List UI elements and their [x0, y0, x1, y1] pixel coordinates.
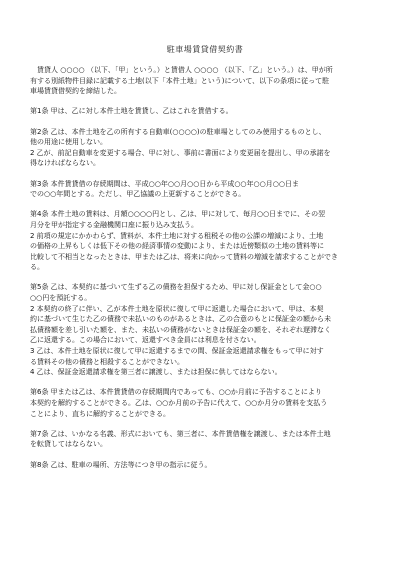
paragraph-line: 3 乙は、本件土地を原状に復して甲に返還するまでの間、保証金返還請求権をもって甲に対す — [30, 347, 324, 356]
article-paragraph — [30, 429, 380, 450]
article-paragraph — [30, 460, 380, 471]
paragraph-line: 乙に返還する。この場合において、返還すべき金員には利息を付さない。 — [30, 336, 261, 345]
paragraph-line: 第4条 本件土地の賃料は、月額○○○○円とし、乙は、甲に対して、毎月○○日までに、その翌 — [30, 210, 326, 219]
paragraph-line: 2 本契約の終了に伴い、乙が本件土地を原状に復して甲に返還した場合において、甲は、本契 — [30, 304, 324, 313]
article-paragraph — [30, 179, 380, 200]
article-paragraph — [30, 282, 380, 377]
paragraph-line: 本契約を解約することができる。乙は、○○か月前の予告に代えて、○○か月分の賃料を支払う — [30, 399, 328, 407]
paragraph-line: る。 — [30, 263, 44, 272]
article-paragraph — [30, 106, 380, 117]
paragraph-line: ことにより、直ちに解約することができる。 — [30, 409, 170, 418]
paragraph-line: 2 前項の規定にかかわらず、賃料が、本件土地に対する租税その他の公課の増減により、土地 — [30, 231, 324, 240]
paragraph-line: 有する別紙物件目録に記載する土地(以下「本件土地」という)について、以下の条項に従って駐 — [30, 76, 330, 85]
article-paragraph — [30, 387, 380, 419]
paragraph-line: 第6条 甲または乙は、本件賃貸借の存続期間内であっても、○○か月前に予告することにより — [30, 388, 322, 397]
article-paragraph — [30, 65, 380, 97]
paragraph-line: 4 乙は、保証金返還請求権を第三者に譲渡し、または担保に供してはならない。 — [30, 368, 282, 377]
paragraph-line: 払債務額を差し引いた額を、また、未払いの債務がないときは保証金の額を、それぞれ遅滞なく — [30, 325, 331, 334]
paragraph-line: 第2条 乙は、本件土地を乙の所有する自動車(○○○○)の駐車場としてのみ使用するものとし、 — [30, 127, 326, 136]
document-body — [30, 65, 380, 470]
document-title: 駐車場賃貸借契約書 — [166, 45, 244, 54]
paragraph-line: を転貸してはならない。 — [30, 440, 107, 449]
paragraph-line: 比較して不相当となったときは、甲または乙は、将来に向かって賃料の増減を請求することができ — [30, 252, 338, 261]
paragraph-line: 他の用途に使用しない。 — [30, 138, 107, 147]
paragraph-line: る賃料その他の債務と相殺することができない。 — [30, 357, 184, 366]
paragraph-line: 月分を甲が指定する金融機関口座に振り込み支払う。 — [30, 220, 198, 229]
paragraph-line: 第8条 乙は、駐車の場所、方法等につき甲の指示に従う。 — [30, 460, 212, 469]
paragraph-line: 第3条 本件賃貸借の存続期間は、平成○○年○○月○○日から平成○○年○○月○○日ま — [30, 179, 299, 188]
paragraph-line: での○○年間とする。ただし、甲乙協議の上更新することができる。 — [30, 190, 246, 199]
paragraph-line: の価格の上昇もしくは低下その他の経済事情の変動により、または近傍類似の土地の賃料等に — [30, 242, 324, 251]
article-paragraph — [30, 127, 380, 169]
paragraph-line: 2 乙が、前記自動車を変更する場合、甲に対し、事前に書面により変更届を提出し、甲の承諾を — [30, 148, 331, 157]
paragraph-line: 第7条 乙は、いかなる名義、形式においても、第三者に、本件賃借権を譲渡し、または本件土地 — [30, 429, 331, 438]
paragraph-line: 第1条 甲は、乙に対し本件土地を賃貸し、乙はこれを賃借する。 — [30, 107, 233, 116]
article-paragraph — [30, 209, 380, 273]
paragraph-line: ○○円を預託する。 — [30, 294, 92, 303]
paragraph-line: 車場賃貸借契約を締結した。 — [30, 87, 121, 96]
paragraph-line: 賃貸人 ○○○○ （以下、「甲」という。）と賃借人 ○○○○ （以下、「乙」という。）は、甲が所 — [37, 66, 333, 74]
paragraph-line: 約に基づいて生じた乙の債務で未払いのものがあるときは、乙の合意のもとに保証金の額から未 — [30, 315, 331, 324]
paragraph-line: 得なければならない。 — [30, 159, 100, 168]
paragraph-line: 第5条 乙は、本契約に基づいて生ずる乙の債務を担保するため、甲に対し保証金として金○○ — [30, 283, 322, 292]
